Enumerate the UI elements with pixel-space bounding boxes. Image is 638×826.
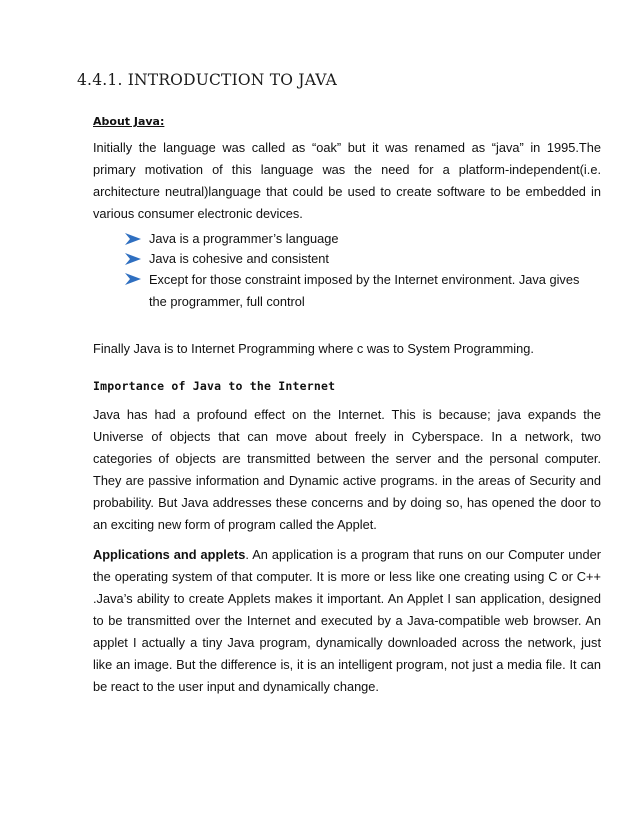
bullet-item [125, 229, 595, 249]
arrow-bullet-icon [125, 253, 141, 265]
arrow-bullet-icon [125, 233, 141, 245]
bullet-text: Java is cohesive and consistent [149, 251, 329, 266]
bullet-text: Except for those constraint imposed by the Internet environment. Java gives the programmer, full control [149, 272, 580, 309]
applications-paragraph [93, 544, 601, 698]
section-heading: 4.4.1. INTRODUCTION TO JAVA [77, 71, 338, 89]
applications-text: . An application is a program that runs on our Computer under the operating system of that computer. It is more or less like one creating using C or C++ .Java’s ability to create Applets makes it important. An Applet I san application, designed to be transmitted over the Internet and executed by a Java-compatible web browser. An applet I actually a tiny Java program, dynamically downloaded across the network, just like an image. But the difference is, it is an intelligent program, not just a media file. It can be react to the user input and dynamically change. [93, 547, 601, 694]
arrow-bullet-icon [125, 273, 141, 285]
applications-lead: Applications and applets [93, 547, 246, 562]
importance-paragraph: Java has had a profound effect on the Internet. This is because; java expands the Universe of objects that can move about freely in Cyberspace. In a network, two categories of objects are transmitted between the server and the personal computer. They are passive information and Dynamic active programs. in the areas of Security and probability. But Java addresses these concerns and by doing so, has opened the door to an exciting new form of program called the Applet. [93, 407, 601, 532]
about-java-paragraph: Initially the language was called as “oak” but it was renamed as “java” in 1995.The primary motivation of this language was the need for a platform-independent(i.e. architecture neutral)language that could be used to create software to be embedded in various consumer electronic devices. [93, 140, 601, 221]
bullet-list [125, 229, 595, 313]
finally-paragraph: Finally Java is to Internet Programming where c was to System Programming. [93, 341, 534, 356]
bullet-item [125, 249, 595, 269]
bullet-text: Java is a programmer’s language [149, 231, 339, 246]
bullet-item [125, 269, 595, 313]
importance-title: Importance of Java to the Internet [93, 379, 336, 393]
about-java-title: About Java: [93, 115, 165, 128]
